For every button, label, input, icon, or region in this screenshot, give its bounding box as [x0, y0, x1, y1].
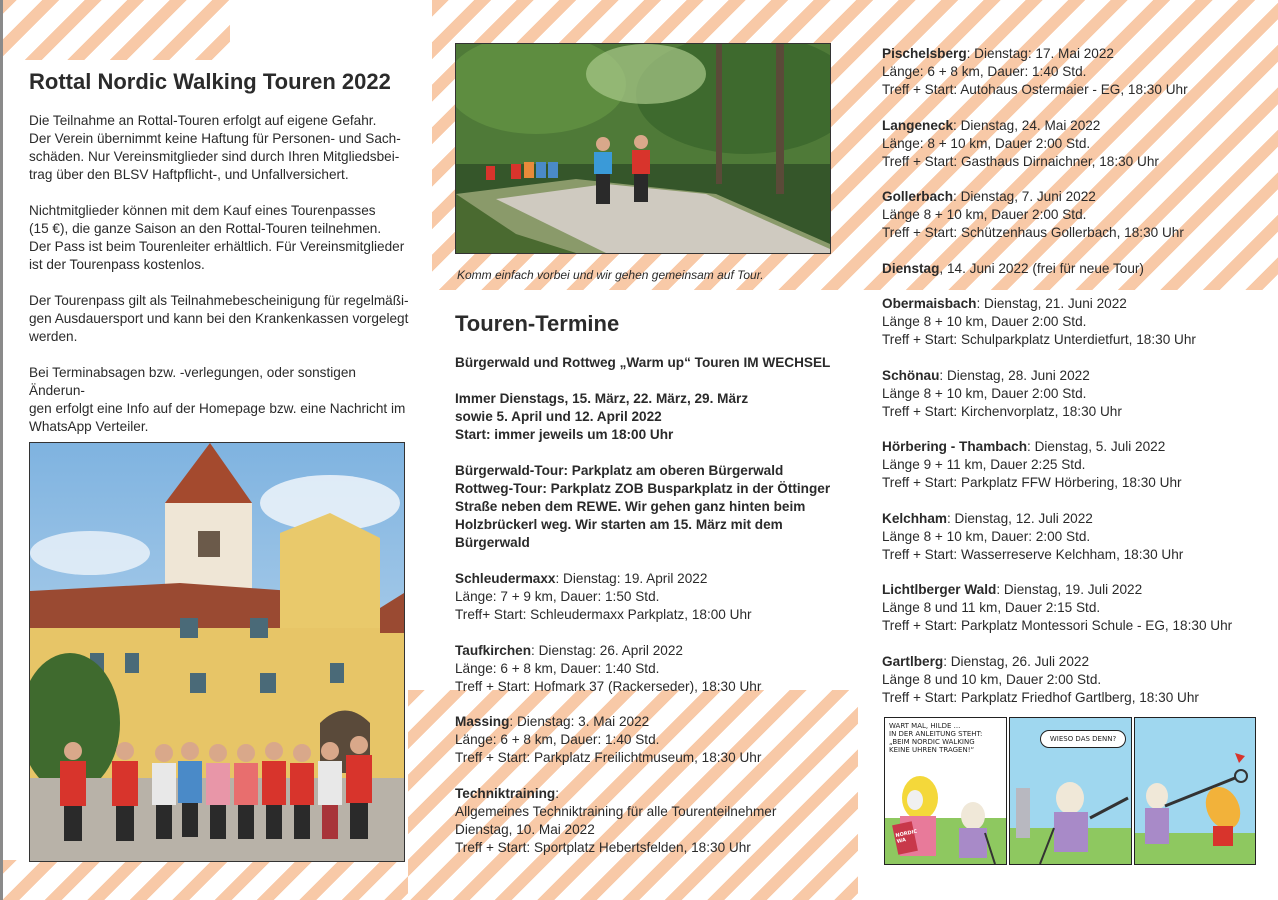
tour-entry: [455, 642, 855, 696]
tour-extra: Dienstag, 10. Mai 2022: [455, 821, 595, 837]
tour-entry: [882, 188, 1272, 242]
changes-paragraph: Bei Terminabsagen bzw. -verlegungen, oder sonstigen Änderun- gen erfolgt eine Info auf der Homepage bzw. eine Nachricht im WhatsApp Verteiler.: [29, 365, 406, 434]
tour-date: : Dienstag, 21. Juni 2022: [976, 296, 1127, 311]
tour-length: Länge 8 und 10 km, Dauer 2:00 Std.: [882, 671, 1102, 687]
tour-name: Gollerbach: [882, 189, 954, 204]
warmup-routes: Bürgerwald-Tour: Parkplatz am oberen Bürgerwald Rottweg-Tour: Parkplatz ZOB Busparkplatz in der Öttinger Straße neben dem REWE. Wir gehen ganz hinten beim Holzbrückerl weg. Wir starten am 15. März mit dem Bürgerwald: [455, 463, 831, 550]
tour-entry: [455, 713, 855, 767]
tour-entry: [882, 367, 1272, 421]
tour-start: Treff+ Start: Schleudermaxx Parkplatz, 18:00 Uhr: [455, 607, 752, 622]
tour-date: : Dienstag, 7. Juni 2022: [953, 189, 1096, 204]
tour-name: Schönau: [882, 367, 940, 383]
tour-date: : Dienstag, 28. Juni 2022: [939, 367, 1090, 383]
tour-start: Treff + Start: Sportplatz Hebertsfelden, 18:30 Uhr: [455, 839, 751, 855]
certificate-paragraph: Der Tourenpass gilt als Teilnahmebescheinigung für regelmäßi- gen Ausdauersport und kann bei den Krankenkassen vorgelegt werden.: [29, 293, 409, 344]
tour-start: Treff + Start: Parkplatz Montessori Schule - EG, 18:30 Uhr: [882, 618, 1233, 633]
tour-entry: [455, 785, 855, 857]
tour-entry: [455, 570, 855, 624]
tour-name: Lichtlberger Wald: [882, 582, 997, 597]
tour-entry: [882, 510, 1272, 564]
warmup-intro: Bürgerwald und Rottweg „Warm up“ Touren IM WECHSEL: [455, 355, 831, 370]
tour-length: Länge 8 und 11 km, Dauer 2:15 Std.: [882, 600, 1101, 615]
tour-length: Länge: 7 + 9 km, Dauer: 1:50 Std.: [455, 589, 660, 604]
tour-date: : Dienstag: 19. April 2022: [555, 571, 708, 586]
tour-length: Länge: 6 + 8 km, Dauer: 1:40 Std.: [455, 732, 660, 747]
tour-date: : Dienstag, 26. Juli 2022: [943, 653, 1090, 669]
tour-length: Länge: 6 + 8 km, Dauer: 1:40 Std.: [882, 64, 1087, 79]
tour-entry: [882, 45, 1272, 99]
tour-start: Treff + Start: Parkplatz Friedhof Gartlberg, 18:30 Uhr: [882, 689, 1199, 705]
tour-date: : Dienstag: 26. April 2022: [531, 642, 683, 658]
tour-date: :: [555, 785, 559, 801]
tour-date: : Dienstag, 12. Juli 2022: [946, 510, 1093, 526]
comic-book-label: NORDIC WA: [895, 828, 918, 845]
tour-entry: [882, 117, 1272, 171]
comic-panel-2: [1009, 717, 1132, 865]
tour-length: Länge 8 + 10 km, Dauer: 2:00 Std.: [882, 528, 1091, 544]
tour-name: Schleudermaxx: [455, 571, 556, 586]
liability-paragraph: Die Teilnahme an Rottal-Touren erfolgt auf eigene Gefahr. Der Verein übernimmt keine Haftung für Personen- und Sach- schäden. Nur Vereinsmitglieder sind durch Ihren Mitgliedsbei- trag über den BLSV Haftpflicht-, und Unfallversichert.: [29, 113, 401, 182]
tour-entry: [882, 438, 1272, 492]
tour-entry: [882, 653, 1272, 707]
middle-column: [455, 310, 855, 874]
tour-dates-title: Touren-Termine: [455, 311, 620, 336]
left-column: [29, 68, 409, 454]
tour-name: Langeneck: [882, 117, 954, 133]
tour-length: Länge 8 + 10 km, Dauer 2:00 Std.: [882, 314, 1087, 329]
warmup-dates: Immer Dienstags, 15. März, 22. März, 29. März sowie 5. April und 12. April 2022 Start: immer jeweils um 18:00 Uhr: [455, 391, 749, 442]
page-edge: [0, 0, 3, 900]
tour-start: Treff + Start: Parkplatz Freilichtmuseum, 18:30 Uhr: [455, 750, 762, 765]
tour-date: , 14. Juni 2022 (frei für neue Tour): [939, 260, 1144, 276]
tour-start: Treff + Start: Wasserreserve Kelchham, 18:30 Uhr: [882, 546, 1184, 562]
stripe-band-top-left: [0, 0, 230, 60]
castle-group-photo: [29, 442, 405, 862]
comic-panel-3: [1134, 717, 1256, 865]
tour-name: Kelchham: [882, 510, 947, 526]
tour-name: Pischelsberg: [882, 46, 967, 61]
tour-date: : Dienstag: 17. Mai 2022: [966, 46, 1114, 61]
tour-start: Treff + Start: Schulparkplatz Unterdietfurt, 18:30 Uhr: [882, 332, 1196, 347]
tour-name: Gartlberg: [882, 653, 944, 669]
tour-date: : Dienstag: 3. Mai 2022: [509, 714, 650, 729]
tour-name: Obermaisbach: [882, 296, 977, 311]
tour-length: Länge 8 + 10 km, Dauer 2:00 Std.: [882, 385, 1087, 401]
tour-name: Taufkirchen: [455, 642, 532, 658]
comic-panel-1: [884, 717, 1007, 865]
tour-name: Hörbering - Thambach: [882, 439, 1028, 454]
tour-length: Länge 9 + 11 km, Dauer 2:25 Std.: [882, 457, 1086, 472]
tour-name: Dienstag: [882, 260, 940, 276]
page-title: Rottal Nordic Walking Touren 2022: [29, 69, 391, 94]
forest-walk-photo: [455, 43, 831, 254]
comic-speech-1: WART MAL, HILDE ... IN DER ANLEITUNG STEHT: „BEIM NORDIC WALKING KEINE UHREN TRAGEN!“: [889, 722, 983, 754]
tour-entry-free: [882, 260, 1272, 278]
tour-name: Massing: [455, 714, 510, 729]
tour-start: Treff + Start: Parkplatz FFW Hörbering, 18:30 Uhr: [882, 475, 1182, 490]
tour-start: Treff + Start: Autohaus Ostermaier - EG, 18:30 Uhr: [882, 82, 1188, 97]
tour-length: Länge: 6 + 8 km, Dauer: 1:40 Std.: [455, 660, 660, 676]
right-column: [882, 45, 1272, 724]
comic-speech-2: WIESO DAS DENN?: [1040, 730, 1126, 748]
tour-name: Techniktraining: [455, 785, 556, 801]
tour-start: Treff + Start: Hofmark 37 (Rackerseder), 18:30 Uhr: [455, 678, 762, 694]
tour-entry: [882, 295, 1272, 349]
tour-date: : Dienstag, 24. Mai 2022: [953, 117, 1101, 133]
tour-start: Treff + Start: Gasthaus Dirnaichner, 18:30 Uhr: [882, 153, 1159, 169]
tour-entry: [882, 581, 1272, 635]
tour-date: : Dienstag, 19. Juli 2022: [996, 582, 1143, 597]
tour-length: Allgemeines Techniktraining für alle Tourenteilnehmer: [455, 803, 777, 819]
tour-pass-paragraph: Nichtmitglieder können mit dem Kauf eines Tourenpasses (15 €), die ganze Saison an den Rottal-Touren teilnehmen. Der Pass ist beim Tourenleiter erhältlich. Für Vereinsmitglieder ist der Tourenpass kostenlos.: [29, 203, 405, 272]
photo-caption: Komm einfach vorbei und wir gehen gemeinsam auf Tour.: [457, 268, 764, 282]
tour-length: Länge: 8 + 10 km, Dauer 2:00 Std.: [882, 135, 1091, 151]
tour-start: Treff + Start: Kirchenvorplatz, 18:30 Uhr: [882, 403, 1122, 419]
tour-length: Länge 8 + 10 km, Dauer 2:00 Std.: [882, 207, 1087, 222]
tour-start: Treff + Start: Schützenhaus Gollerbach, 18:30 Uhr: [882, 225, 1184, 240]
tour-date: : Dienstag, 5. Juli 2022: [1027, 439, 1166, 454]
